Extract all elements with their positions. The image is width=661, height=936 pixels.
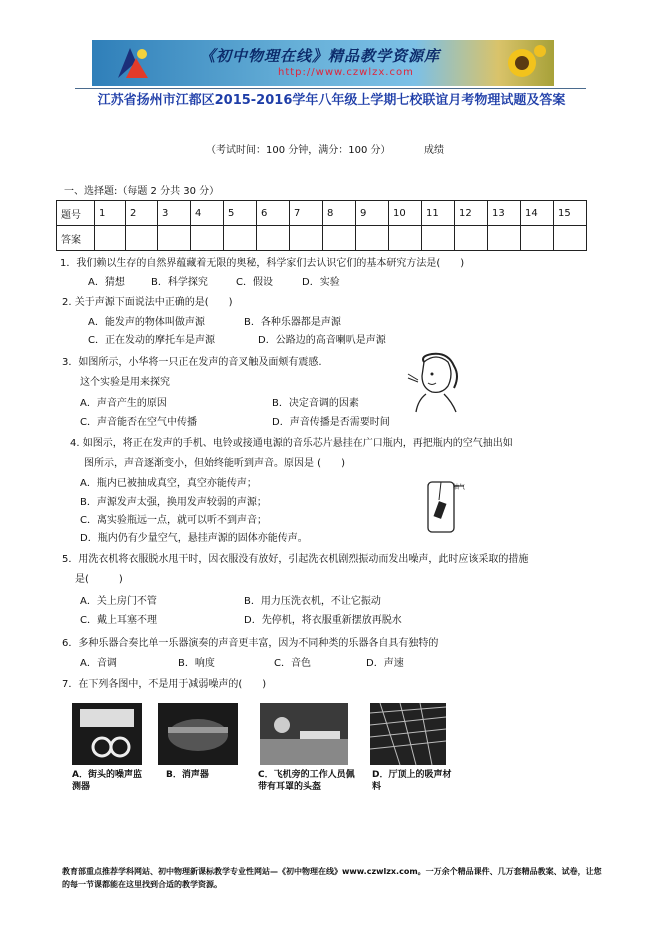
option-c: C．声音能否在空气中传播 bbox=[80, 417, 197, 428]
answer-cell[interactable] bbox=[224, 226, 257, 251]
option-a: A．音调 bbox=[80, 658, 117, 669]
banner-title: 《初中物理在线》精品教学资源库 bbox=[200, 47, 441, 65]
muffler-photo bbox=[158, 703, 238, 765]
question-1: 1．我们赖以生存的自然界蕴藏着无限的奥秘，科学家们去认识它们的基本研究方法是( ) bbox=[60, 258, 465, 269]
option-d: D．瓶内仍有少量空气，悬挂声源的固体亦能传声。 bbox=[80, 533, 308, 544]
option-d: D．声音传播是否需要时间 bbox=[272, 417, 390, 428]
table-row bbox=[57, 201, 587, 226]
table-cell: 1 bbox=[95, 201, 126, 226]
table-cell: 7 bbox=[290, 201, 323, 226]
option-a: A．能发声的物体叫做声源 bbox=[88, 317, 205, 328]
caption-c: C．飞机旁的工作人员佩带有耳罩的头盔 bbox=[258, 770, 355, 792]
table-cell: 13 bbox=[488, 201, 521, 226]
option-b: B．响度 bbox=[178, 658, 215, 669]
score-label: 成绩 bbox=[424, 145, 444, 156]
question-3: 3．如图所示，小华将一只正在发声的音叉触及面颊有震感. bbox=[62, 357, 322, 368]
option-b: B．声源发声太强，换用发声较弱的声源； bbox=[80, 497, 267, 508]
table-cell: 9 bbox=[356, 201, 389, 226]
option-d: D．实验 bbox=[302, 277, 340, 288]
site-logo-icon bbox=[114, 44, 152, 82]
caption-b: B．消声器 bbox=[166, 770, 209, 780]
question-4: 4. 如图示，将正在发声的手机、电铃或接通电源的音乐芯片悬挂在广口瓶内，再把瓶内的空气抽出如 bbox=[70, 438, 513, 449]
option-b: B．用力压洗衣机，不让它振动 bbox=[244, 596, 381, 607]
table-row bbox=[57, 226, 587, 251]
answer-cell[interactable] bbox=[257, 226, 290, 251]
caption-a: A．街头的噪声监测器 bbox=[72, 770, 142, 792]
answer-table bbox=[56, 200, 587, 251]
question-7: 7．在下列各图中，不是用于减弱噪声的( ) bbox=[62, 679, 267, 690]
table-cell: 11 bbox=[422, 201, 455, 226]
answer-cell[interactable] bbox=[488, 226, 521, 251]
table-cell: 4 bbox=[191, 201, 224, 226]
answer-cell[interactable] bbox=[158, 226, 191, 251]
answer-cell[interactable] bbox=[290, 226, 323, 251]
answer-cell[interactable] bbox=[554, 226, 587, 251]
table-cell: 2 bbox=[126, 201, 158, 226]
exam-info: （考试时间：100 分钟，满分：100 分） bbox=[206, 145, 391, 156]
table-cell: 3 bbox=[158, 201, 191, 226]
option-c: C．离实验瓶远一点，就可以听不到声音； bbox=[80, 515, 267, 526]
page-title: 江苏省扬州市江都区2015-2016学年八年级上学期七校联谊月考物理试题及答案 bbox=[97, 93, 566, 108]
option-d: D．先停机，将衣服重新摆放再脱水 bbox=[244, 615, 402, 626]
answer-cell[interactable] bbox=[356, 226, 389, 251]
option-c: C．戴上耳塞不理 bbox=[80, 615, 157, 626]
answer-cell[interactable] bbox=[126, 226, 158, 251]
header-rule bbox=[75, 88, 586, 89]
table-cell: 5 bbox=[224, 201, 257, 226]
section-heading: 一、选择题:（每题 2 分共 30 分） bbox=[64, 186, 220, 197]
table-cell: 10 bbox=[389, 201, 422, 226]
option-a: A．关上房门不管 bbox=[80, 596, 157, 607]
answer-cell[interactable] bbox=[422, 226, 455, 251]
banner-url: http://www.czwlzx.com bbox=[278, 67, 414, 78]
option-c: C．音色 bbox=[274, 658, 311, 669]
option-b: B．各种乐器都是声源 bbox=[244, 317, 341, 328]
ear-protection-photo bbox=[260, 703, 348, 765]
option-d: D．声速 bbox=[366, 658, 404, 669]
option-d: D．公路边的高音喇叭是声源 bbox=[258, 335, 386, 346]
table-cell: 12 bbox=[455, 201, 488, 226]
table-cell: 15 bbox=[554, 201, 587, 226]
option-a: A．瓶内已被抽成真空，真空亦能传声； bbox=[80, 478, 257, 489]
answer-cell[interactable] bbox=[191, 226, 224, 251]
question-3-line2: 这个实验是用来探究 bbox=[80, 377, 170, 388]
header-banner bbox=[92, 40, 554, 86]
option-a: A．猜想 bbox=[88, 277, 125, 288]
question-6: 6．多种乐器合奏比单一乐器演奏的声音更丰富，因为不同种类的乐器各自具有独特的 bbox=[62, 638, 439, 649]
answer-cell[interactable] bbox=[389, 226, 422, 251]
question-5-line2: 是( ) bbox=[75, 574, 123, 585]
question-5: 5．用洗衣机将衣服脱水甩干时，因衣服没有放好，引起洗衣机剧烈振动而发出噪声，此时应该采取的措施 bbox=[62, 554, 529, 565]
sound-absorbing-ceiling-photo bbox=[370, 703, 446, 765]
option-b: B．决定音调的因素 bbox=[272, 398, 359, 409]
table-cell: 14 bbox=[521, 201, 554, 226]
option-c: C．假设 bbox=[236, 277, 273, 288]
option-a: A．声音产生的原因 bbox=[80, 398, 167, 409]
answer-cell[interactable] bbox=[323, 226, 356, 251]
option-c: C．正在发动的摩托车是声源 bbox=[88, 335, 215, 346]
caption-d: D．厅顶上的吸声材料 bbox=[372, 770, 452, 792]
answer-cell[interactable] bbox=[95, 226, 126, 251]
page-footer: 教育部重点推荐学科网站、初中物理新课标教学专业性网站—《初中物理在线》www.czwlzx.com。一万余个精品课件、几万套精品教案、试卷，让您的每一节课都能在这里找到合适的教学资源。 bbox=[62, 867, 602, 889]
answer-cell[interactable] bbox=[455, 226, 488, 251]
girl-tuning-fork-figure bbox=[402, 352, 464, 414]
question-4-line2: 图所示，声音逐渐变小，但始终能听到声音。原因是 ( ) bbox=[84, 458, 345, 469]
table-cell: 8 bbox=[323, 201, 356, 226]
answer-cell[interactable] bbox=[521, 226, 554, 251]
sunflower-icon bbox=[502, 43, 546, 83]
question-2: 2. 关于声源下面说法中正确的是( ) bbox=[62, 297, 233, 308]
noise-monitor-photo bbox=[72, 703, 142, 765]
table-row-label: 答案 bbox=[57, 226, 95, 251]
pump-label: 抽气 bbox=[453, 484, 466, 491]
table-cell: 6 bbox=[257, 201, 290, 226]
option-b: B．科学探究 bbox=[151, 277, 208, 288]
table-row-label: 题号 bbox=[57, 201, 95, 226]
